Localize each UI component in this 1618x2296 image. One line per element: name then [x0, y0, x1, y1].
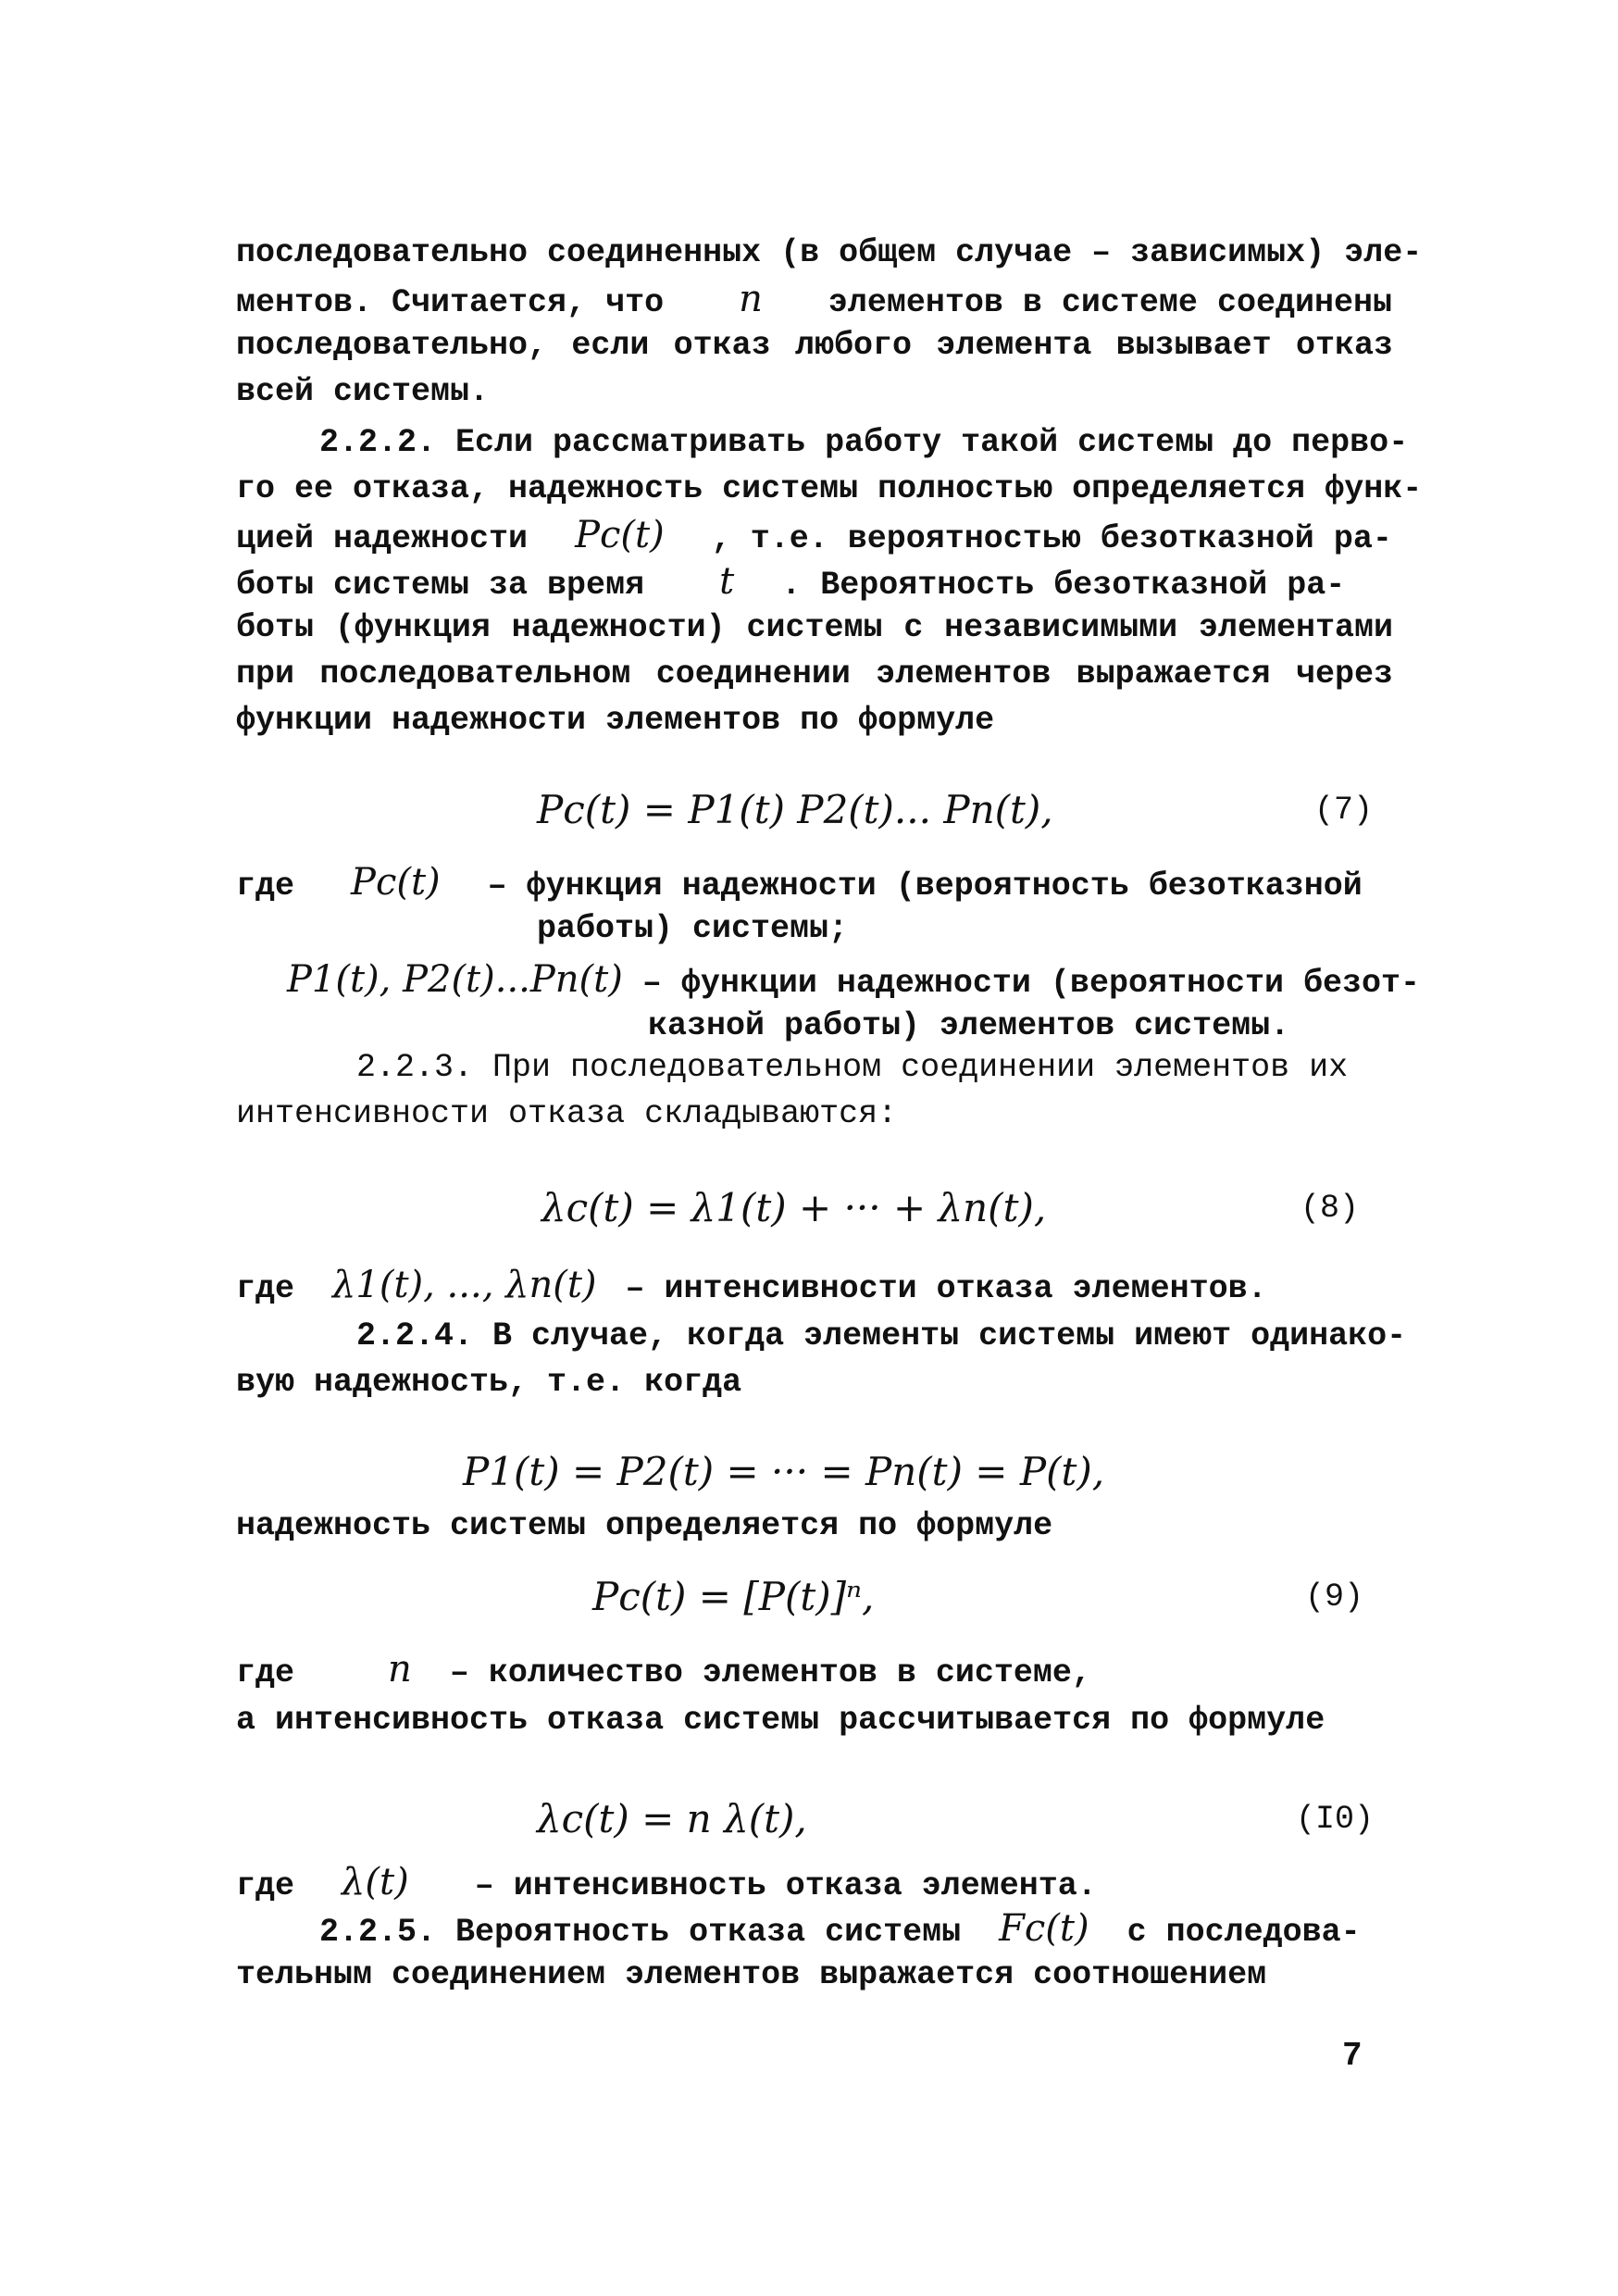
- text-line: последовательно, если отказ любого элемента вызывает отказ: [236, 327, 1393, 364]
- math-expression: λ1(t), ..., λn(t): [332, 1264, 597, 1306]
- text-span: – функция надежности (вероятность безотказной: [487, 867, 1363, 905]
- text-line: всей системы.: [236, 373, 490, 410]
- formula-7: Pc(t) = P1(t) P2(t)... Pn(t),: [537, 787, 1053, 832]
- text-span: – количество элементов в системе,: [449, 1654, 1091, 1691]
- text-line: тельным соединением элементов выражается соотношением: [236, 1956, 1267, 1993]
- text-span: где: [236, 867, 295, 905]
- math-symbol: t: [719, 560, 735, 603]
- text-span: – интенсивность отказа элемента.: [474, 1867, 1097, 1904]
- text-line: при последовательном соединении элементов выражается через: [236, 655, 1393, 693]
- text-line: интенсивности отказа складываются:: [236, 1095, 898, 1132]
- text-span: , т.е. вероятностью безотказной ра-: [711, 520, 1392, 557]
- text-span: с последова-: [1126, 1914, 1361, 1951]
- formula-number: (I0): [1296, 1801, 1375, 1838]
- text-line: а интенсивность отказа системы рассчитывается по формуле: [236, 1702, 1326, 1739]
- text-span: . Вероятность безотказной ра-: [781, 567, 1346, 604]
- text-line: [236, 1861, 1393, 1907]
- text-line: вую надежность, т.е. когда: [236, 1364, 742, 1401]
- text-line: боты (функция надежности) системы с независимыми элементами: [236, 609, 1393, 646]
- text-span: – функции надежности (вероятности безот-: [641, 965, 1420, 1002]
- page-number: 7: [1342, 2037, 1363, 2075]
- text-line: [236, 1648, 1393, 1694]
- text-line: [319, 1907, 1393, 1953]
- text-line: надежность системы определяется по формуле: [236, 1507, 1053, 1544]
- text-span: – интенсивности отказа элементов.: [625, 1270, 1267, 1307]
- text-span: элементов в системе соединены: [828, 284, 1392, 321]
- text-span: где: [236, 1867, 295, 1904]
- math-expression: P1(t), P2(t)...Pn(t): [287, 958, 623, 1001]
- text-line: [236, 861, 1393, 907]
- formula-8: λc(t) = λ1(t) + ··· + λn(t),: [541, 1185, 1047, 1230]
- formula-10: λc(t) = n λ(t),: [537, 1796, 807, 1841]
- text-line: 2.2.3. При последовательном соединении элементов их: [356, 1049, 1349, 1086]
- text-line: [236, 514, 1393, 560]
- math-expression: Pc(t): [351, 861, 441, 904]
- text-line: работы) системы;: [537, 910, 849, 947]
- math-expression: λ(t): [342, 1861, 409, 1903]
- text-line: 2.2.2. Если рассматривать работу такой системы до перво-: [319, 424, 1409, 461]
- math-expression: Pc(t): [575, 514, 665, 556]
- text-span: где: [236, 1654, 295, 1691]
- text-line: [287, 958, 1420, 1004]
- text-line: го ее отказа, надежность системы полностью определяется функ-: [236, 470, 1423, 507]
- text-span: где: [236, 1270, 295, 1307]
- text-line: [236, 1264, 1393, 1310]
- text-span: 2.2.5. Вероятность отказа системы: [319, 1914, 962, 1951]
- text-line: 2.2.4. В случае, когда элементы системы имеют одинако-: [356, 1317, 1407, 1354]
- formula-number: (8): [1301, 1190, 1360, 1227]
- text-span: боты системы за время: [236, 567, 645, 604]
- formula-9a: P1(t) = P2(t) = ··· = Pn(t) = P(t),: [463, 1449, 1105, 1494]
- text-span: ментов. Считается, что: [236, 284, 665, 321]
- text-line: казной работы) элементов системы.: [648, 1007, 1290, 1044]
- text-line: функции надежности элементов по формуле: [236, 702, 995, 739]
- math-symbol: n: [388, 1648, 412, 1691]
- text-line: [236, 278, 1393, 324]
- text-span: цией надежности: [236, 520, 529, 557]
- formula-number: (9): [1305, 1578, 1364, 1616]
- math-symbol: n: [739, 278, 763, 320]
- text-line: [236, 560, 1393, 606]
- text-line: последовательно соединенных (в общем случае – зависимых) эле-: [236, 234, 1423, 271]
- math-expression: Fc(t): [999, 1907, 1089, 1950]
- formula-9: Pc(t) = [P(t)]ⁿ,: [592, 1574, 875, 1619]
- formula-number: (7): [1314, 792, 1374, 829]
